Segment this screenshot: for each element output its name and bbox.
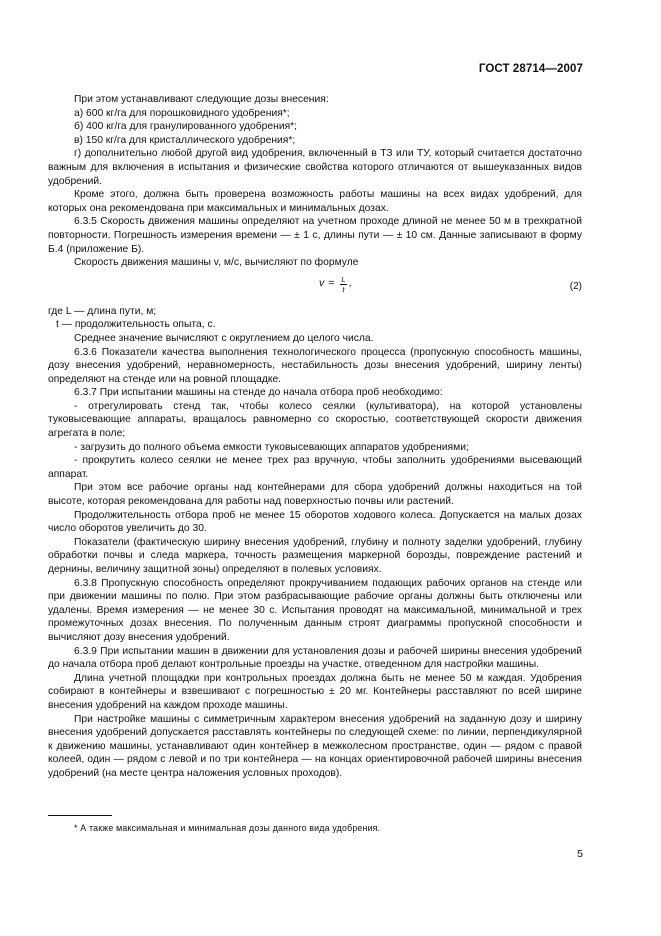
formula-comma: , — [348, 277, 352, 290]
paragraph: При этом устанавливают следующие дозы внесения: — [74, 94, 329, 105]
formula-fraction — [340, 275, 346, 294]
paragraph: - загрузить до полного объема емкости туковысевающих аппаратов удобрениями; — [74, 441, 469, 453]
paragraph: г) дополнительно любой другой вид удобрения, включенный в ТЗ или ТУ, который считается достаточно важным для включения в испытания и физические свойства которого отличаются от вышеуказанных видов удобрений. — [48, 148, 582, 187]
formula-block — [48, 272, 582, 302]
paragraph: - прокрутить колесо сеялки не менее трех раз вручную, чтобы заполнить удобрениями высевающий аппарат. — [48, 455, 582, 480]
speed-formula — [319, 275, 351, 294]
paragraph: 6.3.8 Пропускную способность определяют прокручиванием подающих рабочих органов на стенде или при движении машины по полю. При этом разбрасывающие рабочие органы должны быть отключены или удалены. Время измерения — не менее 30 с. Испытания проводят на максимальной, минимальной и трех промежуточных дозах внесения. По полученным данным строят диаграммы пропускной способности и вычисляют дозу внесения удобрений. — [48, 577, 582, 643]
formula-numerator: L — [341, 274, 346, 284]
paragraph: 6.3.7 При испытании машины на стенде до начала отбора проб необходимо: — [74, 387, 443, 399]
paragraph: 6.3.5 Скорость движения машины определяют на учетном проходе длиной не менее 50 м в трехкратной повторности. Погрешность измерения времени — ± 1 с, длины пути — ± 10 см. Данные записывают в форму Б.4 (приложение Б). — [48, 216, 582, 255]
paragraph: 6.3.9 При испытании машин в движении для установления дозы и рабочей ширины внесения удобрений до начала отбора проб делают контрольные проезды на участке, отведенном для настройки машины. — [48, 645, 582, 671]
page-number: 5 — [577, 848, 583, 860]
footnote: * А также максимальная и минимальная дозы данного вида удобрения. — [74, 823, 381, 833]
where-line-time: t — продолжительность опыта, с. — [56, 319, 216, 331]
paragraph: Показатели (фактическую ширину внесения удобрений, глубину и полноту заделки удобрений, глубину обработки почвы и следа маркера, точность размещения маркерной борозды, повреждение растений и дернины, величину защитной зоны) определяют в полевых условиях. — [48, 536, 582, 575]
paragraph: Среднее значение вычисляют с округлением до целого числа. — [74, 332, 374, 344]
paragraph: При этом все рабочие органы над контейнерами для сбора удобрений должны находиться на той высоте, которая рекомендована для работы над поверхностью почвы или растений. — [48, 482, 582, 508]
footnote-divider — [48, 815, 112, 816]
paragraph: в) 150 кг/га для кристаллического удобрения*; — [74, 134, 296, 146]
paragraph: Длина учетной площадки при контрольных проездах должна быть не менее 50 м каждая. Удобрения собирают в контейнеры и взвешивают с погрешностью ± 20 мг. Контейнеры расставляют по всей ширине внесения удобрений на каждом проходе машины. — [48, 672, 582, 711]
formula-lhs: v — [319, 277, 325, 290]
body-text — [48, 93, 582, 781]
paragraph: б) 400 кг/га для гранулированного удобрения*; — [74, 121, 298, 133]
standard-header: ГОСТ 28714—2007 — [478, 63, 583, 75]
where-line-length: где L — длина пути, м; — [48, 305, 157, 317]
paragraph: Скорость движения машины v, м/с, вычисляют по формуле — [74, 257, 359, 269]
paragraphs-after — [48, 332, 582, 781]
paragraph: а) 600 кг/га для порошковидного удобрения*; — [74, 107, 290, 119]
paragraph: Продолжительность отбора проб не менее 15 оборотов ходового колеса. Допускается на малых дозах число оборотов увеличить до 30. — [48, 509, 582, 535]
paragraph: - отрегулировать стенд так, чтобы колесо сеялки (культиватора), на которой установлены туковысевающие аппараты, вращалось равномерно со скоростью, соответствующей скорости движения агрегата в поле; — [48, 400, 582, 440]
paragraph: 6.3.6 Показатели качества выполнения технологического процесса (пропускную способность машины, дозу внесения удобрений, неравномерность, нестабильность дозы внесения удобрений, ширину ленты) определяют на стенде или на ровной площадке. — [48, 346, 582, 385]
formula-equals: = — [328, 277, 335, 290]
paragraphs-before — [48, 93, 582, 270]
paragraph: При настройке машины с симметричным характером внесения удобрений на заданную дозу и ширину внесения удобрений допускается расставлять контейнеры по следующей схеме: по линии, перпендикулярной к движению машины, устанавливают один контейнер в межколесном пространстве, один — рядом с правой колеей, один — рядом с левой и по три контейнера — на концах ориентировочной рабочей ширины внесения удобрений (на месте центра наложения условных проходов). — [48, 713, 582, 779]
formula-number: (2) — [569, 280, 582, 292]
formula-denominator: t — [342, 284, 345, 294]
paragraph: Кроме этого, должна быть проверена возможность работы машины на всех видах удобрений, для которых она рекомендована при максимальных и минимальных дозах. — [48, 189, 582, 214]
